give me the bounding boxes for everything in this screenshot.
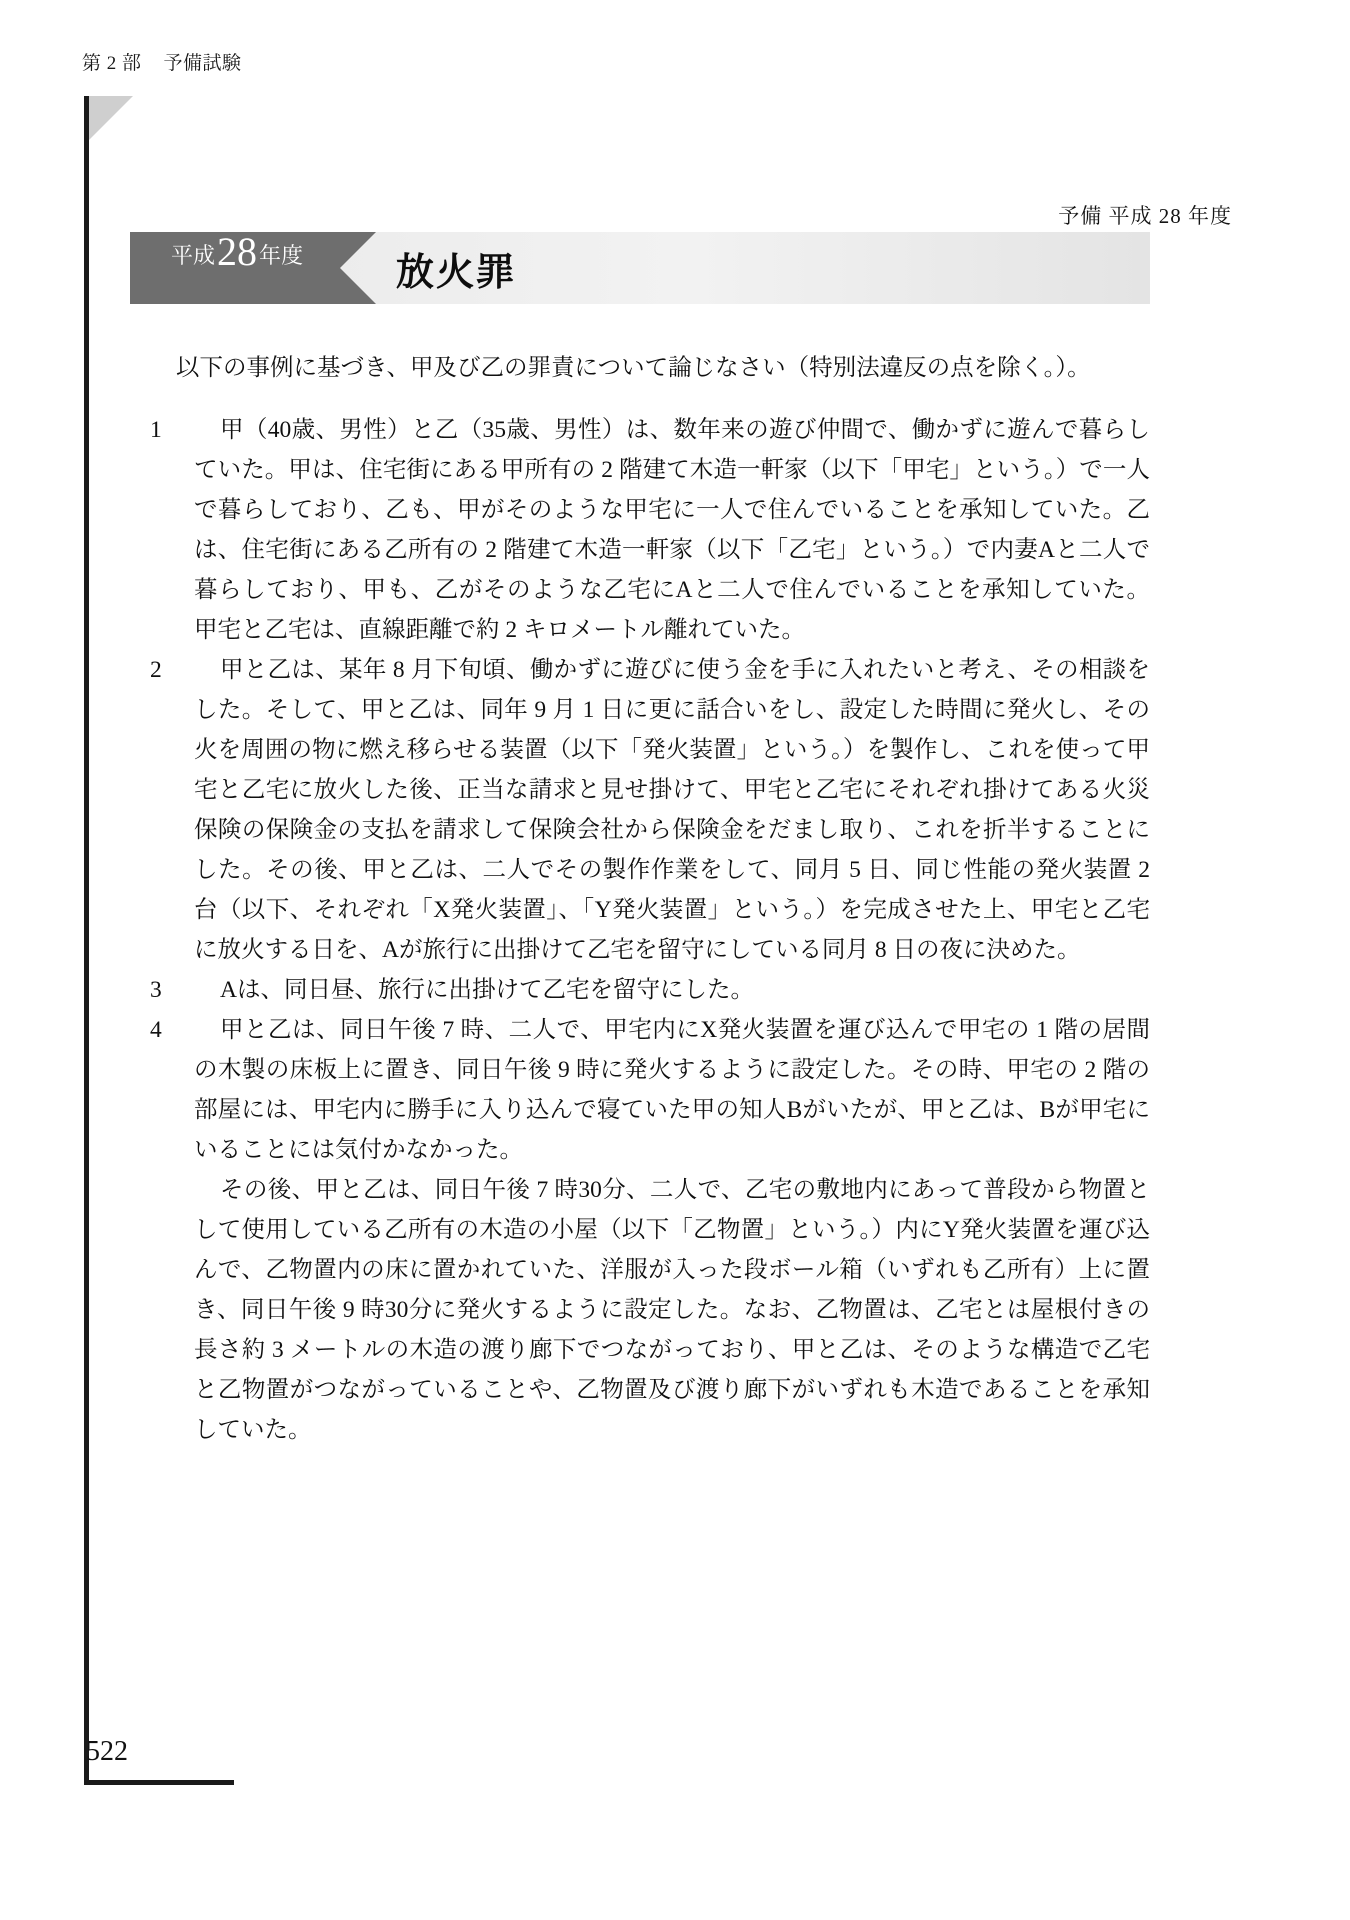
bottom-margin-rule bbox=[84, 1780, 234, 1785]
list-item bbox=[150, 650, 1150, 970]
item-body bbox=[194, 1010, 1150, 1450]
running-head bbox=[82, 48, 242, 75]
year-tag bbox=[130, 229, 340, 304]
item-paragraph: 甲と乙は、同日午後 7 時、二人で、甲宅内にX発火装置を運び込んで甲宅の 1 階の居間の木製の床板上に置き、同日午後 9 時に発火するように設定した。その時、甲宅の 2 階の部屋には、甲宅内に勝手に入り込んで寝ていた甲の知人Bがいたが、甲と乙は、Bが甲宅にいることには気付かなかった。 bbox=[194, 1017, 1150, 1163]
item-number: 3 bbox=[150, 977, 162, 1003]
item-number: 4 bbox=[150, 1017, 162, 1043]
item-paragraph: 甲（40歳、男性）と乙（35歳、男性）は、数年来の遊び仲間で、働かずに遊んで暮らしていた。甲は、住宅街にある甲所有の 2 階建て木造一軒家（以下「甲宅」という。）で一人で暮らしており、乙も、甲がそのような甲宅に一人で住んでいることを承知していた。乙は、住宅街にある乙所有の 2 階建て木造一軒家（以下「乙宅」という。）で内妻Aと二人で暮らしており、甲も、乙がそのような乙宅にAと二人で住んでいることを承知していた。甲宅と乙宅は、直線距離で約 2 キロメートル離れていた。 bbox=[194, 417, 1150, 643]
page-number: 522 bbox=[86, 1736, 128, 1767]
item-paragraph: 甲と乙は、某年 8 月下旬頃、働かずに遊びに使う金を手に入れたいと考え、その相談をした。そして、甲と乙は、同年 9 月 1 日に更に話合いをし、設定した時間に発火し、その火を周囲の物に燃え移らせる装置（以下「発火装置」という。）を製作し、これを使って甲宅と乙宅に放火した後、正当な請求と見せ掛けて、甲宅と乙宅にそれぞれ掛けてある火災保険の保険金の支払を請求して保険会社から保険金をだまし取り、これを折半することにした。その後、甲と乙は、二人でその製作作業をして、同月 5 日、同じ性能の発火装置 2 台（以下、それぞれ「X発火装置」、「Y発火装置」という。）を完成させた上、甲宅と乙宅に放火する日を、Aが旅行に出掛けて乙宅を留守にしている同月 8 日の夜に決めた。 bbox=[194, 657, 1150, 963]
list-item bbox=[150, 970, 1150, 1010]
year-tag-nendo: 年度 bbox=[259, 243, 304, 268]
list-item bbox=[150, 1010, 1150, 1450]
title-band bbox=[130, 229, 1150, 304]
item-number: 1 bbox=[150, 417, 162, 443]
year-tag-number: 28 bbox=[217, 229, 257, 274]
page-title: 放火罪 bbox=[396, 251, 517, 294]
item-body bbox=[194, 410, 1150, 650]
running-head-part: 第 2 部 bbox=[82, 53, 142, 74]
body-content bbox=[150, 348, 1150, 1450]
running-head-title: 予備試験 bbox=[163, 53, 242, 74]
section-label: 予備 平成 28 年度 bbox=[1058, 204, 1232, 228]
left-margin-rule bbox=[84, 96, 89, 1780]
item-body bbox=[194, 970, 1150, 1010]
lead-paragraph: 以下の事例に基づき、甲及び乙の罪責について論じなさい（特別法違反の点を除く。）。 bbox=[176, 355, 1091, 381]
item-paragraph: Aは、同日昼、旅行に出掛けて乙宅を留守にした。 bbox=[220, 977, 754, 1003]
item-number: 2 bbox=[150, 657, 162, 683]
item-body bbox=[194, 650, 1150, 970]
year-tag-era: 平成 bbox=[170, 243, 215, 268]
item-paragraph: その後、甲と乙は、同日午後 7 時30分、二人で、乙宅の敷地内にあって普段から物置として使用している乙所有の木造の小屋（以下「乙物置」という。）内にY発火装置を運び込んで、乙物置内の床に置かれていた、洋服が入った段ボール箱（いずれも乙所有）上に置き、同日午後 9 時30分に発火するように設定した。なお、乙物置は、乙宅とは屋根付きの長さ約 3 メートルの木造の渡り廊下でつながっており、甲と乙は、そのような構造で乙宅と乙物置がつながっていることや、乙物置及び渡り廊下がいずれも木造であることを承知していた。 bbox=[194, 1177, 1150, 1443]
corner-wedge-decoration bbox=[89, 96, 133, 140]
list-item bbox=[150, 410, 1150, 650]
